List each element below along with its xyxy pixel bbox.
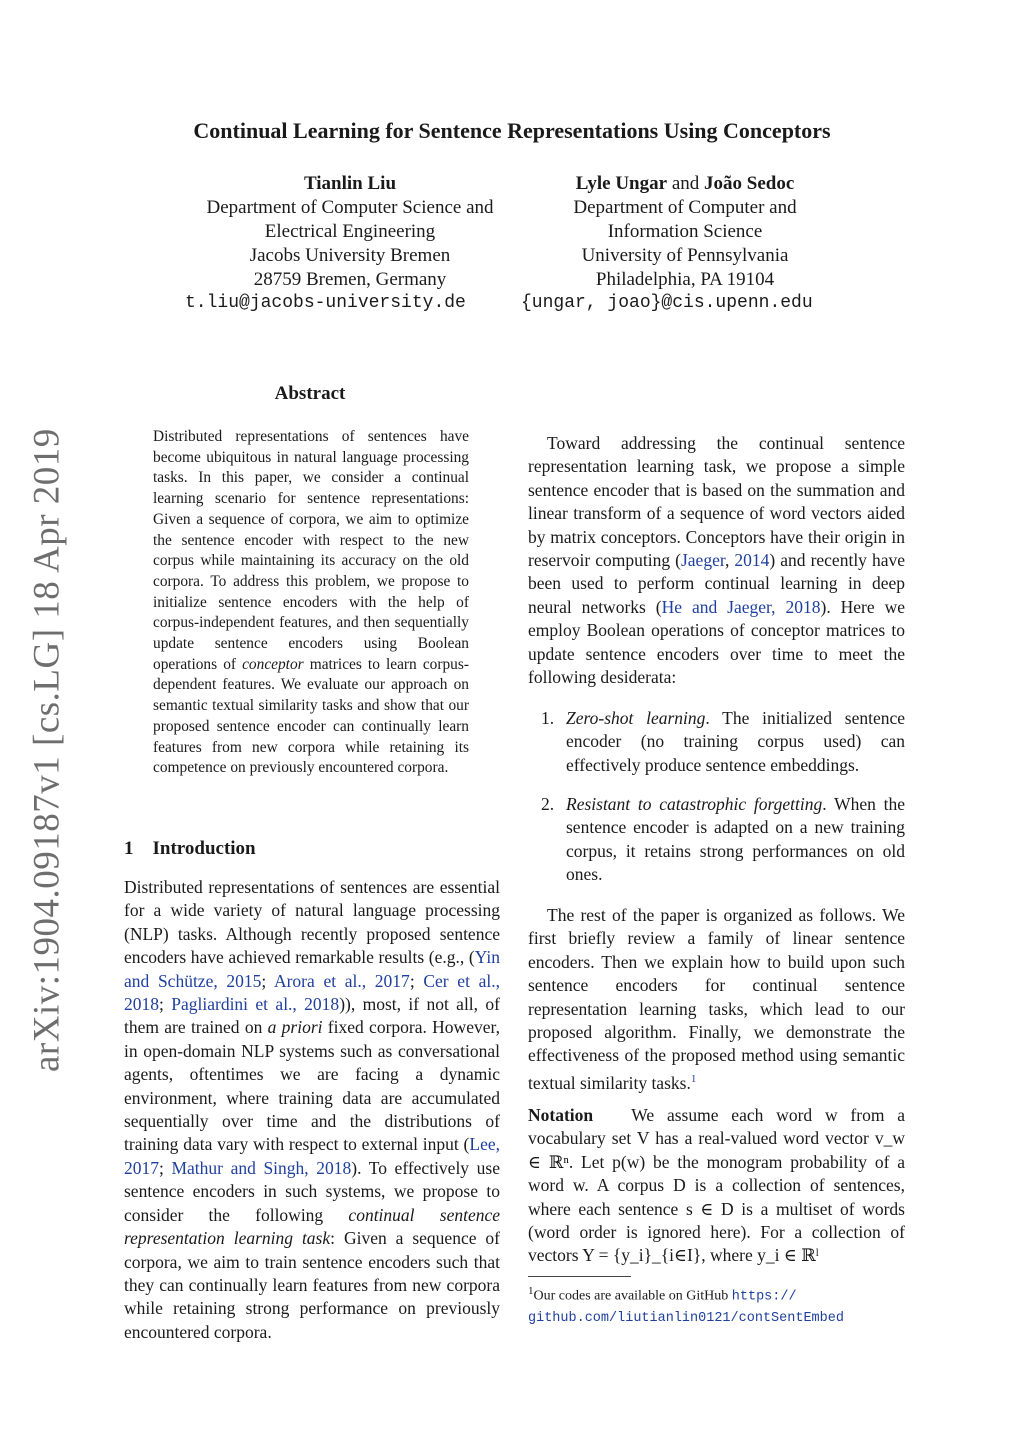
affiliation-line: Information Science	[607, 221, 763, 242]
abstract-heading: Abstract	[274, 383, 346, 404]
abstract-body: Distributed representations of sentences have become ubiquitous in natural language processing tasks. In this paper, we consider a continual learning scenario for sentence representations: Given a sequence of corpora, we aim to optimize the sentence encoder with respect to the new corpus while maintaining its accuracy on the old corpora. To address this problem, we propose to initialize sentence encoders with the help of corpus-independent features, and then sequentially update sentence encoders using Boolean operations of conceptor matrices to learn corpus-dependent features. We evaluate our approach on semantic textual similarity tasks and show that our proposed sentence encoder can continually learn features from new corpora while retaining its competence on previously encountered corpora.	[153, 428, 469, 777]
github-link[interactable]: github.com/liutianlin0121/contSentEmbed	[528, 1310, 844, 1326]
author-name: Lyle Ungar	[575, 173, 668, 194]
citation-link[interactable]: He and Jaeger, 2018	[661, 596, 821, 617]
citation-link[interactable]: 2014	[734, 550, 770, 571]
affiliation-line: 28759 Bremen, Germany	[253, 269, 447, 290]
author-name: Tianlin Liu	[303, 173, 397, 194]
citation-link[interactable]: Jaeger	[680, 550, 725, 571]
footnote-rule	[528, 1276, 631, 1277]
affiliation-line: Electrical Engineering	[264, 221, 436, 242]
paper-title: Continual Learning for Sentence Representations Using Conceptors	[193, 118, 831, 143]
notation-heading: Notation	[528, 1105, 594, 1125]
organization-paragraph: The rest of the paper is organized as follows. We first briefly review a family of linear sentence encoders. Then we explain how to build upon such sentence encoders for continual sentence representation learning tasks, which lead to our proposed algorithm. Finally, we demonstrate the effectiveness of the proposed method using semantic textual similarity tasks.$^1$	[528, 905, 905, 1093]
author-email-left[interactable]: t.liu@jacobs-university.de	[185, 293, 466, 313]
footnote-marker[interactable]: 1	[690, 1072, 697, 1085]
citation-link[interactable]: Yin and Schütze, 2015	[124, 947, 500, 991]
notation-paragraph: Notation We assume each word w from a vocabulary set V has a real-valued word vector v_w ∈ ℝⁿ. Let p(w) be the monogram probability of a word w. A corpus D is a collection of sentences, where each sentence s ∈ D is a multiset of words (word order is ignored here). For a collection of vectors Y = {y_i}_{i∈I}, where y_i ∈ ℝˡ	[528, 1105, 906, 1266]
affiliation-line: University of Pennsylvania	[581, 245, 789, 266]
github-link[interactable]: https://	[731, 1289, 797, 1305]
affiliation-line: Jacobs University Bremen	[249, 245, 451, 266]
author-email-right[interactable]: {ungar, joao}@cis.upenn.edu	[521, 293, 813, 313]
footnote: $^1$Our codes are available on GitHub https:// github.com/liutianlin0121/contSentEmbed	[528, 1285, 844, 1326]
citation-link[interactable]: Cer et al., 2018	[124, 970, 500, 1015]
author-block-left	[150, 172, 550, 292]
author-name: João Sedoc	[704, 173, 795, 194]
arxiv-side-stamp: arXiv:1904.09187v1 [cs.LG] 18 Apr 2019	[26, 428, 68, 1072]
affiliation-line: Philadelphia, PA 19104	[595, 269, 775, 290]
intro-paragraph-2: Toward addressing the continual sentence representation learning task, we propose a simple sentence encoder that is based on the summation and linear transform of a sequence of word vectors aided by matrix conceptors. Conceptors have their origin in reservoir computing (Jaeger, 2014) and recently have been used to perform continual learning in deep neural networks (He and Jaeger, 2018). Here we employ Boolean operations of conceptor matrices to update sentence encoders over time to meet the following desiderata:	[528, 433, 906, 688]
citation-link[interactable]: Arora et al., 2017	[273, 970, 410, 991]
citation-link[interactable]: Pagliardini et al., 2018	[171, 994, 340, 1015]
citation-link[interactable]: Mathur and Singh, 2018	[171, 1157, 352, 1178]
list-item: 2. Resistant to catastrophic forgetting. When the sentence encoder is adapted on a new training corpus, it retains strong performances on old ones.	[541, 794, 905, 885]
intro-paragraph: Distributed representations of sentences are essential for a wide variety of natural language processing (NLP) tasks. Although recently proposed sentence encoders have achieved remarkable results (e.g., (Yin and Schütze, 2015; Arora et al., 2017; Cer et al., 2018; Pagliardini et al., 2018)), most, if not all, of them are trained on a priori fixed corpora. However, in open-domain NLP systems such as conversational agents, oftentimes we are facing a dynamic environment, where training data are accumulated sequentially over time and the distributions of training data vary with respect to external input (Lee, 2017; Mathur and Singh, 2018). To effectively use sentence encoders in such systems, we propose to consider the following continual sentence representation learning task: Given a sequence of corpora, we aim to train sentence encoders such that they can continually learn features from new corpora while retaining strong performance on previously encountered corpora.	[124, 877, 500, 1342]
author-block-right	[520, 172, 850, 292]
affiliation-line: Department of Computer and	[573, 197, 797, 218]
list-item: 1. Zero-shot learning. The initialized sentence encoder (no training corpus used) can effectively produce sentence embeddings.	[541, 708, 906, 775]
affiliation-line: Department of Computer Science and	[206, 197, 494, 218]
author-conjunction: and	[671, 173, 700, 194]
section-heading-introduction: 1 Introduction	[124, 838, 256, 859]
citation-link[interactable]: Lee, 2017	[124, 1134, 500, 1178]
